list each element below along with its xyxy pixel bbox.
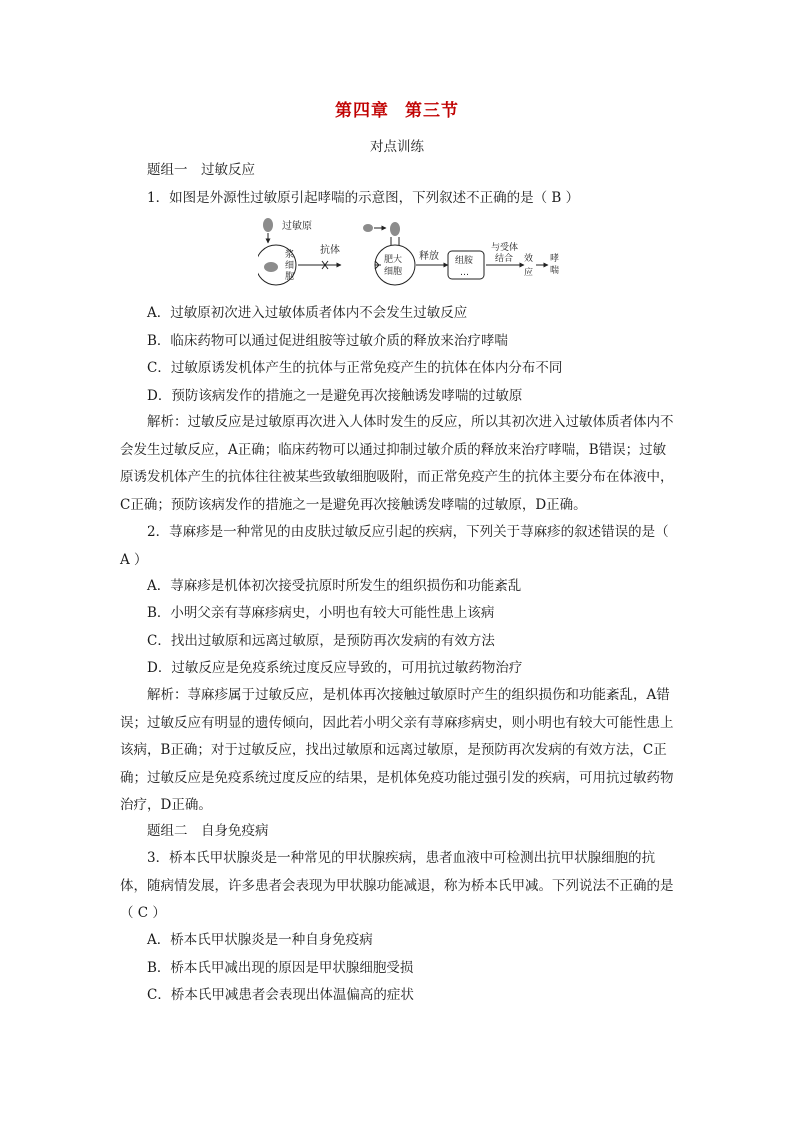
label-plasma-1: 浆	[285, 250, 295, 260]
q1-option-d: D．预防该病发作的措施之一是避免再次接触诱发哮喘的过敏原	[147, 388, 523, 404]
q3-stem-text: 3．桥本氏甲状腺炎是一种常见的甲状腺疾病，患者血液中可检测出抗甲状腺细胞的抗体，随病情发展，许多患者会表现为甲状腺功能减退，称为桥本氏甲减。下列说法不正确的是（ C ）	[120, 850, 674, 921]
q1-analysis	[120, 409, 674, 519]
group2-heading: 题组二 自身免疫病	[147, 823, 269, 839]
q3-option-c: C．桥本氏甲减患者会表现出体温偏高的症状	[147, 987, 414, 1003]
q1-option-b: B．临床药物可以通过促进组胺等过敏介质的释放来治疗哮喘	[147, 333, 508, 349]
q2-stem	[120, 519, 674, 574]
receptor-antibody-icon	[391, 237, 399, 245]
label-wheeze-1: 哮	[550, 254, 560, 264]
q1-option-a: A．过敏原初次进入过敏体质者体内不会发生过敏反应	[147, 305, 468, 321]
nucleus-icon	[264, 262, 278, 272]
q2-option-d: D．过敏反应是免疫系统过度反应导致的，可用抗过敏药物治疗	[147, 660, 523, 676]
label-histamine-etc: …	[460, 268, 469, 278]
label-antibody: 抗体	[320, 245, 340, 256]
label-plasma-2: 细	[285, 261, 295, 271]
q2-stem-text: 2．荨麻疹是一种常见的由皮肤过敏反应引起的疾病，下列关于荨麻疹的叙述错误的是（ A ）	[120, 524, 669, 568]
allergen-particle-icon	[263, 218, 273, 232]
q2-option-c: C．找出过敏原和远离过敏原，是预防再次发病的有效方法	[147, 633, 495, 649]
q2-option-b: B．小明父亲有荨麻疹病史，小明也有较大可能性患上该病	[147, 605, 495, 621]
page-subtitle: 对点训练	[370, 139, 424, 155]
q3-option-b: B．桥本氏甲减出现的原因是甲状腺细胞受损	[147, 960, 414, 976]
q1-analysis-text: 解析：过敏反应是过敏原再次进入人体时发生的反应，所以其初次进入过敏体质者体内不会发生过敏反应，A正确；临床药物可以通过抑制过敏介质的释放来治疗哮喘，B错误；过敏原诱发机体产生的抗体往往被某些致敏细胞吸附，而正常免疫产生的抗体主要分布在体液中，C正确；预防该病发作的措施之一是避免再次接触诱发哮喘的过敏原，D正确。	[120, 414, 674, 513]
label-bind-1: 与受体	[491, 243, 519, 253]
q2-option-a: A．荨麻疹是机体初次接受抗原时所发生的组织损伤和功能紊乱	[147, 578, 522, 594]
q3-stem	[120, 845, 674, 928]
label-plasma-3: 胞	[285, 272, 295, 282]
page-title	[0, 96, 794, 121]
q1-option-c: C．过敏原诱发机体产生的抗体与正常免疫产生的抗体在体内分布不同	[147, 360, 563, 376]
label-allergen: 过敏原	[282, 221, 312, 232]
group1-heading: 题组一 过敏反应	[147, 162, 255, 178]
q2-analysis-text: 解析：荨麻疹属于过敏反应，是机体再次接触过敏原时产生的组织损伤和功能紊乱，A错误；过敏反应有明显的遗传倾向，因此若小明父亲有荨麻疹病史，则小明也有较大可能性患上该病，B正确；对于过敏反应，找出过敏原和远离过敏原，是预防再次发病的有效方法，C正确；过敏反应是免疫系统过度反应的结果，是机体免疫功能过强引发的疾病，可用抗过敏药物治疗，D正确。	[120, 687, 674, 813]
label-bind-2: 结合	[495, 254, 514, 264]
section-title: 第三节	[405, 101, 459, 121]
allergen-dot-icon	[363, 224, 373, 232]
q1-stem: 1．如图是外源性过敏原引起哮喘的示意图，下列叙述不正确的是（ B ）	[147, 190, 580, 206]
label-mast-1: 肥大	[384, 255, 403, 265]
allergy-asthma-diagram	[258, 217, 568, 289]
bound-allergen-icon	[390, 222, 400, 236]
q3-option-a: A．桥本氏甲状腺炎是一种自身免疫病	[147, 932, 373, 948]
label-effect-2: 应	[524, 268, 534, 278]
q2-analysis	[120, 682, 674, 820]
label-wheeze-2: 喘	[550, 266, 560, 276]
label-release: 释放	[419, 251, 439, 262]
label-effect-1: 效	[524, 254, 534, 264]
chapter-title: 第四章	[335, 101, 389, 121]
label-histamine: 组胺	[455, 256, 474, 266]
label-mast-2: 细胞	[384, 267, 403, 277]
